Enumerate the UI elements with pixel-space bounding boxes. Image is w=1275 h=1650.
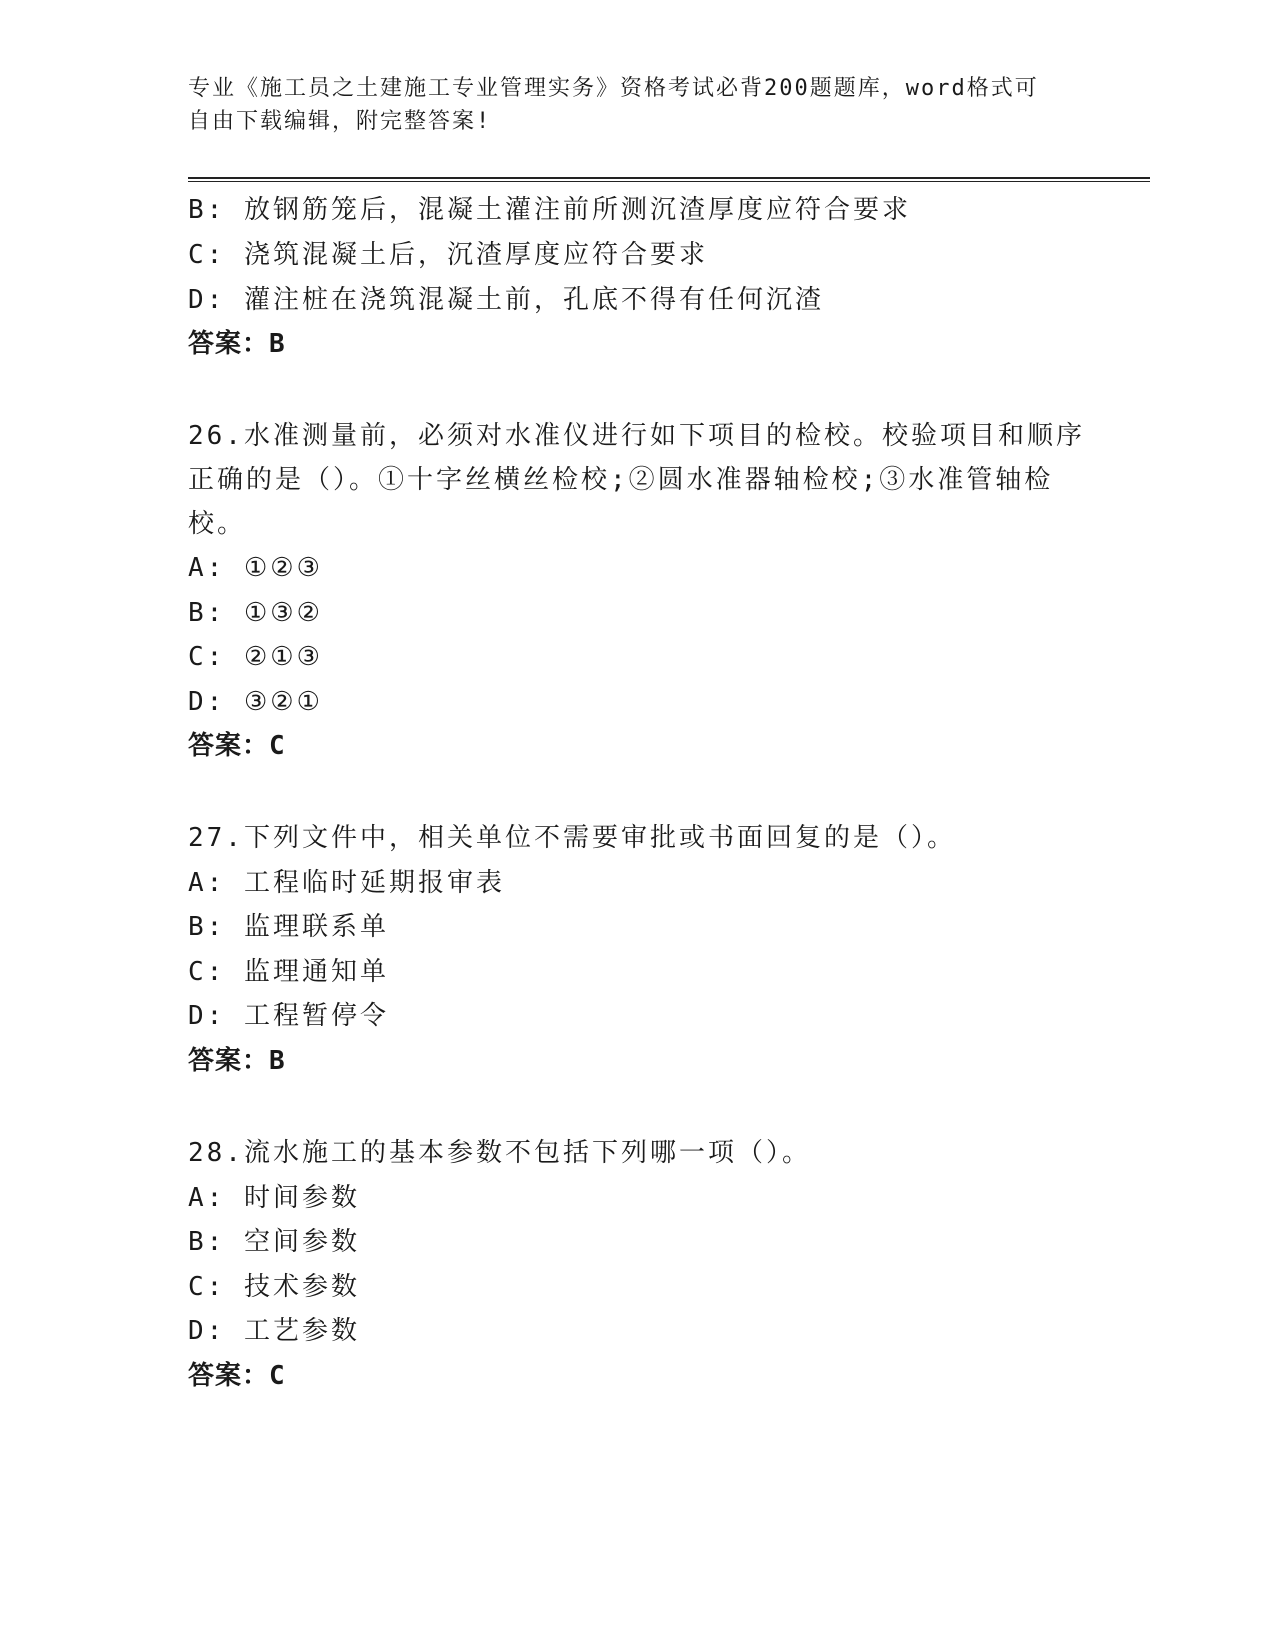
- q25-answer: 答案：B: [188, 329, 286, 359]
- q26-answer: 答案：C: [188, 731, 286, 761]
- q27-option-a: A: 工程临时延期报审表: [188, 868, 505, 898]
- q26-stem-line-1: 26.水准测量前，必须对水准仪进行如下项目的检校。校验项目和顺序: [188, 421, 1085, 451]
- q27-answer: 答案：B: [188, 1046, 286, 1076]
- q28-option-d: D: 工艺参数: [188, 1316, 360, 1346]
- q26-stem-line-3: 校。: [188, 509, 247, 539]
- q28-option-b: B: 空间参数: [188, 1227, 360, 1257]
- q26-option-b: B: ①③②: [188, 598, 323, 628]
- q28-answer: 答案：C: [188, 1361, 286, 1391]
- q25-option-c: C: 浇筑混凝土后，沉渣厚度应符合要求: [188, 240, 708, 270]
- header-divider: [188, 177, 1150, 182]
- header-title-line-1: 专业《施工员之土建施工专业管理实务》资格考试必背200题题库，word格式可: [188, 76, 1039, 101]
- q28-option-c: C: 技术参数: [188, 1272, 360, 1302]
- header-title-line-2: 自由下载编辑，附完整答案!: [188, 109, 492, 134]
- q26-option-c: C: ②①③: [188, 642, 323, 672]
- q28-option-a: A: 时间参数: [188, 1183, 360, 1213]
- q26-stem-line-2: 正确的是（）。①十字丝横丝检校;②圆水准器轴检校;③水准管轴检: [188, 465, 1054, 495]
- q27-option-d: D: 工程暂停令: [188, 1001, 389, 1031]
- q26-option-d: D: ③②①: [188, 687, 323, 717]
- q27-option-c: C: 监理通知单: [188, 957, 389, 987]
- q25-option-d: D: 灌注桩在浇筑混凝土前，孔底不得有任何沉渣: [188, 285, 824, 315]
- q27-option-b: B: 监理联系单: [188, 912, 389, 942]
- page-header: [188, 72, 1078, 138]
- q25-option-b: B: 放钢筋笼后，混凝土灌注前所测沉渣厚度应符合要求: [188, 195, 911, 225]
- q26-option-a: A: ①②③: [188, 553, 323, 583]
- q27-stem-line-1: 27.下列文件中，相关单位不需要审批或书面回复的是（）。: [188, 823, 956, 853]
- q28-stem-line-1: 28.流水施工的基本参数不包括下列哪一项（）。: [188, 1138, 811, 1168]
